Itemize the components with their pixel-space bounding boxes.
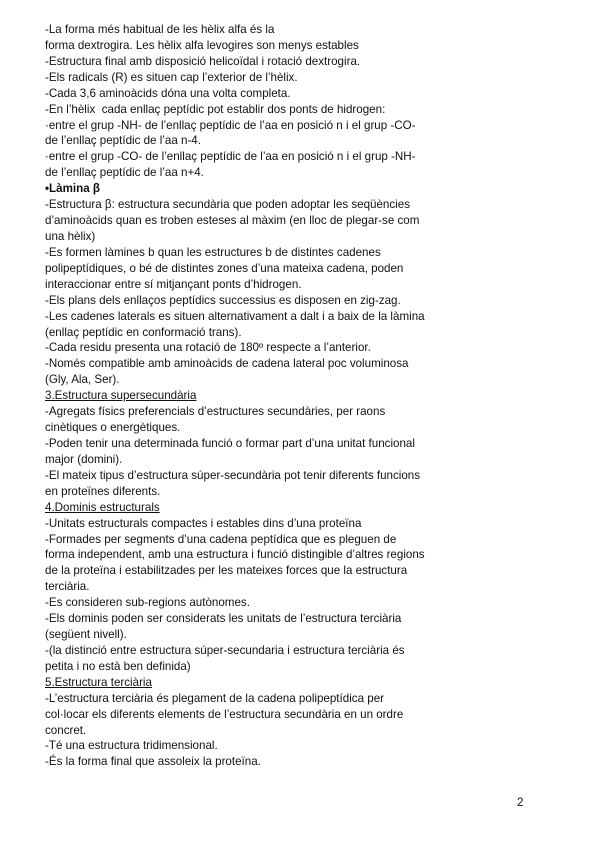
text-line: terciària. — [45, 580, 90, 594]
text-line: -Cada 3,6 aminoàcids dóna una volta completa. — [45, 86, 291, 100]
text-line: una hèlix) — [45, 229, 96, 243]
text-line: petita i no està ben definida) — [45, 659, 191, 673]
text-line: -Cada residu presenta una rotació de 180º respecte a l’anterior. — [45, 341, 371, 355]
text-line: (Gly, Ala, Ser). — [45, 373, 120, 387]
text-line: polipeptídiques, o bé de distintes zones d’una mateixa cadena, poden — [45, 261, 404, 275]
text-line: -Agregats físics preferencials d’estructures secundàries, per raons — [45, 405, 386, 419]
text-line: ·entre el grup -NH- de l’enllaç peptídic de l’aa en posició n i el grup -CO- — [45, 118, 416, 132]
text-line: col·locar els diferents elements de l’estructura secundària en un ordre — [45, 707, 404, 721]
text-line: -Es formen làmines b quan les estructures b de distintes cadenes — [45, 245, 381, 259]
section-heading: •Làmina β — [45, 182, 100, 196]
text-line: -Té una estructura tridimensional. — [45, 739, 218, 753]
text-line: -(la distinció entre estructura súper-secundaria i estructura terciària és — [45, 643, 405, 657]
text-line: -Els plans dels enllaços peptídics successius es disposen en zig-zag. — [45, 293, 401, 307]
text-line: ·entre el grup -CO- de l’enllaç peptídic de l’aa en posició n i el grup -NH- — [45, 150, 416, 164]
text-line: major (domini). — [45, 452, 123, 466]
text-line: -És la forma final que assoleix la proteïna. — [45, 755, 261, 769]
text-line: de l’enllaç peptídic de l’aa n-4. — [45, 134, 201, 148]
text-line: -Els radicals (R) es situen cap l’exterior de l’hèlix. — [45, 70, 298, 84]
text-line: (següent nivell). — [45, 628, 127, 642]
section-heading: 3.Estructura supersecundària — [45, 389, 197, 403]
text-line: -Només compatible amb aminoàcids de cadena lateral poc voluminosa — [45, 357, 409, 371]
text-line: forma dextrogira. Les hèlix alfa levogires son menys estables — [45, 38, 359, 52]
text-line: concret. — [45, 723, 87, 737]
text-line: de la proteïna i estabilitzades per les mateixes forces que la estructura — [45, 564, 408, 578]
text-line: -L’estructura terciària és plegament de la cadena polipeptídica per — [45, 691, 384, 705]
text-line: -Es consideren sub-regions autònomes. — [45, 596, 250, 610]
text-line: -El mateix tipus d’estructura súper-secundària pot tenir diferents funcions — [45, 468, 421, 482]
text-line: d’aminoàcids quan es troben esteses al màxim (en lloc de plegar-se com — [45, 214, 420, 228]
section-heading: 4.Dominis estructurals — [45, 500, 160, 514]
text-line: -Formades per segments d’una cadena peptídica que es pleguen de — [45, 532, 397, 546]
document-body — [45, 22, 565, 770]
text-line: -Les cadenes laterals es situen alternativament a dalt i a baix de la làmina — [45, 309, 425, 323]
text-line: (enllaç peptídic en conformació trans). — [45, 325, 242, 339]
text-line: -Estructura β: estructura secundària que poden adoptar les seqüències — [45, 198, 410, 212]
text-line: cinètiques o energètiques. — [45, 421, 181, 435]
text-line: -La forma més habitual de les hèlix alfa és la — [45, 23, 275, 36]
text-line: en proteïnes diferents. — [45, 484, 161, 498]
text-line: forma independent, amb una estructura i funció distingible d’altres regions — [45, 548, 425, 562]
text-line: -Estructura final amb disposició helicoïdal i rotació dextrogira. — [45, 54, 361, 68]
text-line: interaccionar entre sí mitjançant ponts d’hidrogen. — [45, 277, 302, 291]
section-heading: 5.Estructura terciària — [45, 675, 152, 689]
text-line: -Els dominis poden ser considerats les unitats de l’estructura terciària — [45, 612, 402, 626]
text-line: -Poden tenir una determinada funció o formar part d’una unitat funcional — [45, 436, 415, 450]
text-line: -En l’hèlix cada enllaç peptídic pot establir dos ponts de hidrogen: — [45, 102, 386, 116]
text-line: -Unitats estructurals compactes i estables dins d’una proteïna — [45, 516, 362, 530]
text-line: de l’enllaç peptídic de l’aa n+4. — [45, 166, 204, 180]
page-number: 2 — [517, 796, 524, 809]
